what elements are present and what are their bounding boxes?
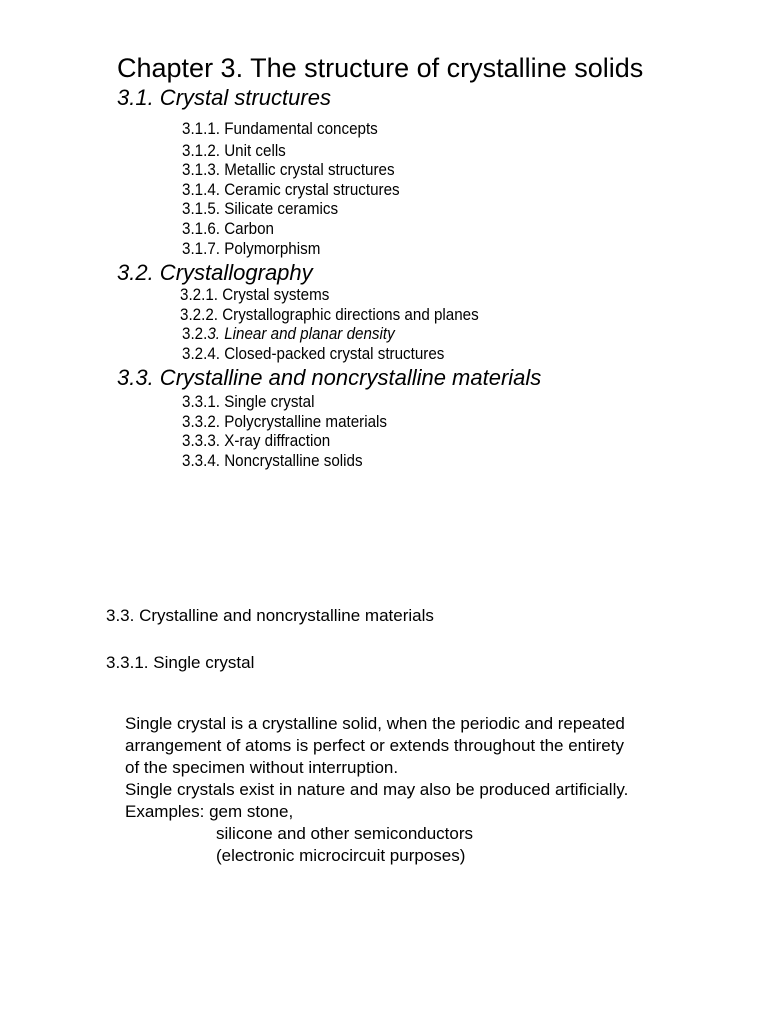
outline-item: 3.3.4. Noncrystalline solids xyxy=(182,452,363,470)
outline-item: 3.2.4. Closed-packed crystal structures xyxy=(182,345,445,363)
outline-item: 3.1.4. Ceramic crystal structures xyxy=(182,181,400,199)
outline-item-italic: 3. Linear and planar density xyxy=(207,325,395,343)
outline-item: 3.1.7. Polymorphism xyxy=(182,240,321,258)
paragraph-line: arrangement of atoms is perfect or extends throughout the entirety xyxy=(125,736,624,755)
example-line: (electronic microcircuit purposes) xyxy=(216,846,466,865)
paragraph-line: Examples: gem stone, xyxy=(125,802,294,821)
chapter-title: Chapter 3. The structure of crystalline solids xyxy=(117,53,644,83)
section-heading-3-1: 3.1. Crystal structures xyxy=(117,85,331,110)
body-section-heading: 3.3. Crystalline and noncrystalline materials xyxy=(106,606,434,625)
body-subsection-heading: 3.3.1. Single crystal xyxy=(106,653,255,672)
outline-item-prefix: 3.2. xyxy=(182,325,208,343)
outline-item: 3.2.1. Crystal systems xyxy=(180,286,330,304)
outline-item: 3.3.2. Polycrystalline materials xyxy=(182,413,388,431)
paragraph-line: Single crystal is a crystalline solid, when the periodic and repeated xyxy=(125,714,625,733)
outline-item: 3.3.1. Single crystal xyxy=(182,393,315,411)
outline-item: 3.1.6. Carbon xyxy=(182,220,274,238)
section-heading-3-3: 3.3. Crystalline and noncrystalline materials xyxy=(117,365,542,390)
outline-item: 3.1.1. Fundamental concepts xyxy=(182,120,378,138)
outline-item: 3.2.2. Crystallographic directions and planes xyxy=(180,306,479,324)
outline-item: 3.1.3. Metallic crystal structures xyxy=(182,161,395,179)
example-line: silicone and other semiconductors xyxy=(216,824,474,843)
outline-item: 3.1.2. Unit cells xyxy=(182,142,286,160)
paragraph-line: Single crystals exist in nature and may also be produced artificially. xyxy=(125,780,629,799)
outline-item: 3.3.3. X-ray diffraction xyxy=(182,432,331,450)
outline-item: 3.1.5. Silicate ceramics xyxy=(182,200,339,218)
paragraph-line: of the specimen without interruption. xyxy=(125,758,399,777)
outline-item-mixed xyxy=(182,326,395,343)
section-heading-3-2: 3.2. Crystallography xyxy=(117,260,313,285)
